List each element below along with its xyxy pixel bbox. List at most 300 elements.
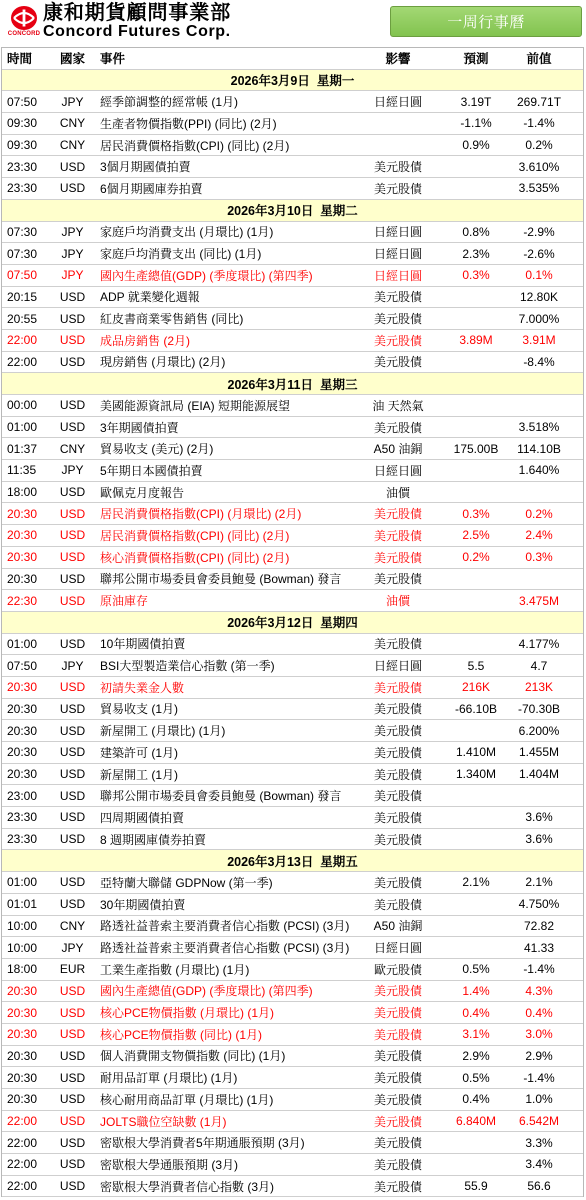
event-previous xyxy=(518,395,583,416)
event-impact: 美元股債 xyxy=(373,875,422,890)
event-previous: 0.1% xyxy=(525,268,553,283)
event-impact: 美元股債 xyxy=(373,312,422,327)
event-row xyxy=(2,91,583,113)
event-forecast: 1.410M xyxy=(455,745,497,760)
event-impact: 美元股債 xyxy=(373,181,422,196)
event-name: 核心耐用商品訂單 (月環比) (1月) xyxy=(100,1092,274,1107)
economic-calendar-table xyxy=(1,47,584,1197)
event-time: 20:30 xyxy=(7,1048,38,1063)
event-previous: 2.9% xyxy=(525,1048,553,1063)
event-forecast xyxy=(434,807,518,828)
event-previous: 2.1% xyxy=(525,875,553,890)
event-impact: 美元股債 xyxy=(373,897,422,912)
column-header-forecast: 預測 xyxy=(463,52,489,67)
event-row xyxy=(2,547,583,569)
event-impact: 美元股債 xyxy=(373,1092,422,1107)
event-impact: 美元股債 xyxy=(373,810,422,825)
event-impact: 美元股債 xyxy=(373,724,422,739)
event-forecast: 0.3% xyxy=(462,506,490,521)
event-country: USD xyxy=(59,1092,86,1107)
event-forecast: 2.1% xyxy=(462,875,490,890)
event-name: 30年期國債拍賣 xyxy=(100,897,186,912)
column-header-event: 事件 xyxy=(100,52,126,67)
event-forecast: 216K xyxy=(461,680,491,695)
event-time: 10:00 xyxy=(7,940,38,955)
event-row xyxy=(2,1089,583,1111)
event-previous: -2.9% xyxy=(523,224,555,239)
column-header-row xyxy=(2,48,583,70)
event-name: 亞特蘭大聯儲 GDPNow (第一季) xyxy=(100,875,273,890)
event-row xyxy=(2,785,583,807)
event-name: 家庭戶均消費支出 (同比) (1月) xyxy=(100,247,262,262)
event-row xyxy=(2,872,583,894)
event-forecast: 0.5% xyxy=(462,1070,490,1085)
event-time: 20:30 xyxy=(7,680,38,695)
event-time: 20:30 xyxy=(7,1027,38,1042)
event-time: 00:00 xyxy=(7,398,38,413)
event-previous: 4.7 xyxy=(530,658,548,673)
event-country: USD xyxy=(59,745,86,760)
event-name: 密歇根大學消費者5年期通脹預期 (3月) xyxy=(100,1136,305,1151)
event-previous: 72.82 xyxy=(523,918,555,933)
event-impact: 油價 xyxy=(385,594,410,609)
event-time: 22:00 xyxy=(7,1135,38,1150)
event-time: 20:15 xyxy=(7,289,38,304)
event-forecast: 6.840M xyxy=(455,1114,497,1129)
event-previous: 1.455M xyxy=(518,745,560,760)
event-forecast: -1.1% xyxy=(460,116,492,131)
event-previous: 4.177% xyxy=(518,636,560,651)
event-impact: 美元股債 xyxy=(373,745,422,760)
event-impact: 日經日圓 xyxy=(373,225,422,240)
event-name: 聯邦公開市場委員會委員鮑曼 (Bowman) 發言 xyxy=(100,789,342,804)
event-impact: 美元股債 xyxy=(373,507,422,522)
event-country: USD xyxy=(59,398,86,413)
event-impact: A50 油銅 xyxy=(373,442,423,457)
event-name: 5年期日本國債拍賣 xyxy=(100,463,203,478)
event-impact: 美元股債 xyxy=(373,1027,422,1042)
event-row xyxy=(2,764,583,786)
event-time: 23:30 xyxy=(7,181,38,196)
event-impact: 美元股債 xyxy=(373,767,422,782)
event-name: 建築許可 (1月) xyxy=(100,745,179,760)
event-country: CNY xyxy=(59,138,86,153)
event-forecast: 0.4% xyxy=(462,1005,490,1020)
event-forecast xyxy=(434,1154,518,1175)
event-row xyxy=(2,677,583,699)
event-country: USD xyxy=(59,506,86,521)
event-impact: A50 油銅 xyxy=(373,919,423,934)
event-previous: 12.80K xyxy=(519,289,559,304)
event-country: EUR xyxy=(59,962,86,977)
event-impact: 美元股債 xyxy=(373,1136,422,1151)
event-impact: 美元股債 xyxy=(373,1179,422,1194)
event-country: CNY xyxy=(59,918,86,933)
column-header-previous: 前值 xyxy=(526,52,552,67)
event-name: 居民消費價格指數(CPI) (同比) (2月) xyxy=(100,138,290,153)
event-previous: 3.475M xyxy=(518,593,560,608)
event-previous: 1.0% xyxy=(525,1092,553,1107)
event-row xyxy=(2,287,583,309)
event-time: 07:50 xyxy=(7,94,38,109)
event-country: USD xyxy=(59,311,86,326)
event-forecast: 1.340M xyxy=(455,767,497,782)
event-name: 生產者物價指數(PPI) (同比) (2月) xyxy=(100,116,277,131)
logo-caption: CONCORD xyxy=(7,31,41,37)
event-previous: 3.0% xyxy=(525,1027,553,1042)
event-previous: -1.4% xyxy=(523,962,555,977)
event-time: 20:30 xyxy=(7,745,38,760)
event-country: USD xyxy=(59,571,86,586)
event-country: USD xyxy=(59,1135,86,1150)
event-previous: 2.4% xyxy=(525,528,553,543)
event-time: 20:30 xyxy=(7,571,38,586)
event-time: 07:50 xyxy=(7,658,38,673)
concord-logo-icon xyxy=(8,5,40,31)
event-forecast: 55.9 xyxy=(464,1179,488,1194)
event-previous: 7.000% xyxy=(518,311,560,326)
event-previous: 0.3% xyxy=(525,550,553,565)
event-name: 美國能源資訊局 (EIA) 短期能源展望 xyxy=(100,398,291,413)
event-row xyxy=(2,525,583,547)
event-impact: 美元股債 xyxy=(373,984,422,999)
event-country: USD xyxy=(59,593,86,608)
event-previous: 3.6% xyxy=(525,810,553,825)
event-name: ADP 就業變化週報 xyxy=(100,290,200,305)
event-name: 新屋開工 (1月) xyxy=(100,767,179,782)
event-forecast xyxy=(434,395,518,416)
column-header-time: 時間 xyxy=(7,52,33,67)
event-impact: 美元股債 xyxy=(373,1114,422,1129)
event-row xyxy=(2,243,583,265)
event-previous: 3.4% xyxy=(525,1157,553,1172)
event-country: USD xyxy=(59,983,86,998)
event-name: 路透社益普索主要消費者信心指數 (PCSI) (3月) xyxy=(100,941,350,956)
page-header xyxy=(0,0,586,47)
event-row xyxy=(2,894,583,916)
day-header: 2026年3月13日 星期五 xyxy=(2,850,583,872)
day-header: 2026年3月11日 星期三 xyxy=(2,373,583,395)
event-previous: 0.2% xyxy=(525,138,553,153)
event-forecast: 5.5 xyxy=(467,658,485,673)
event-row xyxy=(2,742,583,764)
event-name: 居民消費價格指數(CPI) (同比) (2月) xyxy=(100,528,290,543)
event-impact: 歐元股債 xyxy=(373,962,422,977)
event-previous xyxy=(518,569,583,590)
event-forecast: 1.4% xyxy=(462,983,490,998)
event-forecast xyxy=(434,720,518,741)
event-previous: 3.535% xyxy=(518,181,560,196)
event-country: JPY xyxy=(61,94,84,109)
column-header-impact: 影響 xyxy=(385,52,411,67)
event-row xyxy=(2,937,583,959)
event-time: 20:30 xyxy=(7,550,38,565)
event-impact: 日經日圓 xyxy=(373,268,422,283)
event-forecast xyxy=(434,569,518,590)
event-row xyxy=(2,634,583,656)
event-previous: 213K xyxy=(524,680,554,695)
event-forecast xyxy=(434,156,518,177)
event-name: 歐佩克月度報告 xyxy=(100,485,185,500)
event-name: 聯邦公開市場委員會委員鮑曼 (Bowman) 發言 xyxy=(100,572,342,587)
event-row xyxy=(2,438,583,460)
event-country: USD xyxy=(59,832,86,847)
event-time: 01:00 xyxy=(7,875,38,890)
event-row xyxy=(2,569,583,591)
event-name: 密歇根大學消費者信心指數 (3月) xyxy=(100,1179,275,1194)
event-impact: 美元股債 xyxy=(373,789,422,804)
event-row xyxy=(2,503,583,525)
event-country: USD xyxy=(59,181,86,196)
event-impact: 美元股債 xyxy=(373,528,422,543)
event-time: 20:30 xyxy=(7,506,38,521)
event-country: JPY xyxy=(61,658,84,673)
event-impact: 日經日圓 xyxy=(373,463,422,478)
event-time: 10:00 xyxy=(7,918,38,933)
event-time: 07:30 xyxy=(7,246,38,261)
event-name: 居民消費價格指數(CPI) (月環比) (2月) xyxy=(100,507,302,522)
event-row xyxy=(2,1067,583,1089)
event-time: 23:00 xyxy=(7,788,38,803)
event-previous: 3.91M xyxy=(522,333,556,348)
event-previous: 3.518% xyxy=(518,420,560,435)
event-country: USD xyxy=(59,1005,86,1020)
event-row xyxy=(2,395,583,417)
event-country: CNY xyxy=(59,441,86,456)
event-name: JOLTS職位空缺數 (1月) xyxy=(100,1114,227,1129)
event-previous: 4.3% xyxy=(525,983,553,998)
event-country: USD xyxy=(59,354,86,369)
event-time: 11:35 xyxy=(7,463,37,478)
event-row xyxy=(2,959,583,981)
event-impact: 美元股債 xyxy=(373,680,422,695)
event-time: 01:37 xyxy=(7,441,38,456)
event-impact: 美元股債 xyxy=(373,1006,422,1021)
event-previous: -8.4% xyxy=(523,354,555,369)
event-name: 貿易收支 (1月) xyxy=(100,702,179,717)
event-time: 20:30 xyxy=(7,1070,38,1085)
event-forecast: 2.3% xyxy=(462,246,490,261)
event-country: USD xyxy=(59,636,86,651)
event-row xyxy=(2,720,583,742)
event-country: USD xyxy=(59,289,86,304)
event-forecast xyxy=(434,894,518,915)
event-country: USD xyxy=(59,788,86,803)
event-previous xyxy=(518,482,583,503)
company-name-cn: 康和期貨顧問事業部 xyxy=(43,2,232,24)
event-previous: 3.6% xyxy=(525,832,553,847)
event-time: 22:00 xyxy=(7,1179,38,1194)
event-forecast: 3.1% xyxy=(462,1027,490,1042)
event-row xyxy=(2,482,583,504)
event-country: USD xyxy=(59,701,86,716)
event-country: USD xyxy=(59,680,86,695)
event-time: 01:00 xyxy=(7,636,38,651)
event-country: JPY xyxy=(61,463,84,478)
event-country: USD xyxy=(59,897,86,912)
event-forecast: 2.5% xyxy=(462,528,490,543)
event-country: JPY xyxy=(61,268,84,283)
event-row xyxy=(2,1002,583,1024)
event-row xyxy=(2,308,583,330)
event-name: 8 週期國庫債券拍賣 xyxy=(100,832,207,847)
day-header: 2026年3月12日 星期四 xyxy=(2,612,583,634)
event-time: 07:50 xyxy=(7,268,38,283)
event-impact: 美元股債 xyxy=(373,1049,422,1064)
event-name: 原油庫存 xyxy=(100,594,149,609)
event-country: USD xyxy=(59,528,86,543)
event-impact: 美元股債 xyxy=(373,1157,422,1172)
event-country: USD xyxy=(59,1114,86,1129)
event-name: 國內生產總值(GDP) (季度環比) (第四季) xyxy=(100,268,313,283)
event-country: USD xyxy=(59,767,86,782)
event-previous: 6.200% xyxy=(518,723,560,738)
event-forecast: 0.8% xyxy=(462,224,490,239)
event-time: 23:30 xyxy=(7,832,38,847)
event-row xyxy=(2,265,583,287)
event-forecast: 2.9% xyxy=(462,1048,490,1063)
event-forecast xyxy=(434,590,518,611)
event-time: 20:30 xyxy=(7,1005,38,1020)
event-name: 耐用品訂單 (月環比) (1月) xyxy=(100,1071,238,1086)
calendar-title-badge: 一周行事曆 xyxy=(390,6,582,37)
event-impact: 美元股債 xyxy=(373,832,422,847)
event-impact: 日經日圓 xyxy=(373,95,422,110)
event-previous: 3.610% xyxy=(518,159,560,174)
event-forecast: 0.3% xyxy=(462,268,490,283)
event-country: USD xyxy=(59,1027,86,1042)
event-name: 3個月期國債拍賣 xyxy=(100,160,191,175)
day-header: 2026年3月10日 星期二 xyxy=(2,200,583,222)
event-name: 核心消費價格指數(CPI) (同比) (2月) xyxy=(100,550,290,565)
event-time: 20:30 xyxy=(7,983,38,998)
event-country: CNY xyxy=(59,116,86,131)
event-previous: 269.71T xyxy=(516,94,562,109)
event-time: 22:00 xyxy=(7,1114,38,1129)
event-country: USD xyxy=(59,1157,86,1172)
event-impact: 美元股債 xyxy=(373,420,422,435)
event-previous: 4.750% xyxy=(518,897,560,912)
event-time: 20:30 xyxy=(7,1092,38,1107)
event-name: 經季節調整的經常帳 (1月) xyxy=(100,95,239,110)
event-row xyxy=(2,699,583,721)
event-country: USD xyxy=(59,723,86,738)
event-forecast xyxy=(434,287,518,308)
event-impact: 日經日圓 xyxy=(373,941,422,956)
event-previous: 114.10B xyxy=(517,441,561,456)
event-row xyxy=(2,135,583,157)
event-previous: 1.640% xyxy=(518,463,560,478)
event-row xyxy=(2,590,583,612)
event-country: USD xyxy=(59,550,86,565)
event-previous: 56.6 xyxy=(527,1179,551,1194)
event-forecast xyxy=(434,352,518,373)
event-previous: 41.33 xyxy=(523,940,555,955)
event-forecast xyxy=(434,482,518,503)
event-time: 20:30 xyxy=(7,723,38,738)
event-forecast: 3.19T xyxy=(460,94,492,109)
event-forecast xyxy=(434,916,518,937)
calendar-body xyxy=(2,70,583,1198)
event-name: 新屋開工 (月環比) (1月) xyxy=(100,724,226,739)
event-country: USD xyxy=(59,810,86,825)
event-forecast xyxy=(434,829,518,850)
event-row xyxy=(2,156,583,178)
event-row xyxy=(2,460,583,482)
event-forecast xyxy=(434,308,518,329)
event-previous: 6.542M xyxy=(518,1114,560,1129)
event-row xyxy=(2,113,583,135)
event-name: 四周期國債拍賣 xyxy=(100,810,185,825)
event-impact: 油 天然氣 xyxy=(372,398,424,413)
event-country: USD xyxy=(59,1048,86,1063)
event-time: 20:30 xyxy=(7,701,38,716)
event-impact: 油價 xyxy=(385,485,410,500)
event-time: 09:30 xyxy=(7,138,38,153)
event-country: JPY xyxy=(61,246,84,261)
event-impact: 美元股債 xyxy=(373,355,422,370)
event-time: 22:00 xyxy=(7,333,38,348)
event-row xyxy=(2,829,583,851)
event-time: 18:00 xyxy=(7,485,38,500)
event-previous: 3.3% xyxy=(525,1135,553,1150)
event-forecast xyxy=(434,417,518,438)
event-time: 22:00 xyxy=(7,354,38,369)
event-forecast: 0.5% xyxy=(462,962,490,977)
event-impact: 美元股債 xyxy=(373,290,422,305)
event-country: USD xyxy=(59,485,86,500)
event-time: 18:00 xyxy=(7,962,38,977)
event-row xyxy=(2,1046,583,1068)
event-previous: -2.6% xyxy=(523,246,555,261)
event-time: 23:30 xyxy=(7,159,38,174)
event-impact xyxy=(362,113,434,134)
event-forecast: 0.9% xyxy=(462,138,490,153)
event-previous: -1.4% xyxy=(523,1070,555,1085)
event-country: JPY xyxy=(61,224,84,239)
event-impact: 日經日圓 xyxy=(373,659,422,674)
event-impact: 美元股債 xyxy=(373,550,422,565)
event-impact: 美元股債 xyxy=(373,333,422,348)
event-row xyxy=(2,178,583,200)
event-impact: 美元股債 xyxy=(373,572,422,587)
company-name-en: Concord Futures Corp. xyxy=(43,23,231,40)
event-row xyxy=(2,1111,583,1133)
event-country: USD xyxy=(59,159,86,174)
event-name: 路透社益普索主要消費者信心指數 (PCSI) (3月) xyxy=(100,919,350,934)
event-name: 家庭戶均消費支出 (月環比) (1月) xyxy=(100,225,274,240)
event-name: 6個月期國庫券拍賣 xyxy=(100,181,203,196)
event-country: USD xyxy=(59,1179,86,1194)
event-row xyxy=(2,1132,583,1154)
event-row xyxy=(2,655,583,677)
event-row xyxy=(2,1024,583,1046)
event-row xyxy=(2,807,583,829)
event-row xyxy=(2,222,583,244)
event-country: USD xyxy=(59,420,86,435)
event-name: 貿易收支 (美元) (2月) xyxy=(100,442,214,457)
event-row xyxy=(2,417,583,439)
event-country: USD xyxy=(59,333,86,348)
event-impact: 美元股債 xyxy=(373,1071,422,1086)
event-row xyxy=(2,916,583,938)
event-name: 工業生產指數 (月環比) (1月) xyxy=(100,962,250,977)
event-time: 09:30 xyxy=(7,116,38,131)
event-previous: 0.2% xyxy=(525,506,553,521)
event-row xyxy=(2,981,583,1003)
event-impact: 日經日圓 xyxy=(373,247,422,262)
event-time: 01:01 xyxy=(7,897,38,912)
